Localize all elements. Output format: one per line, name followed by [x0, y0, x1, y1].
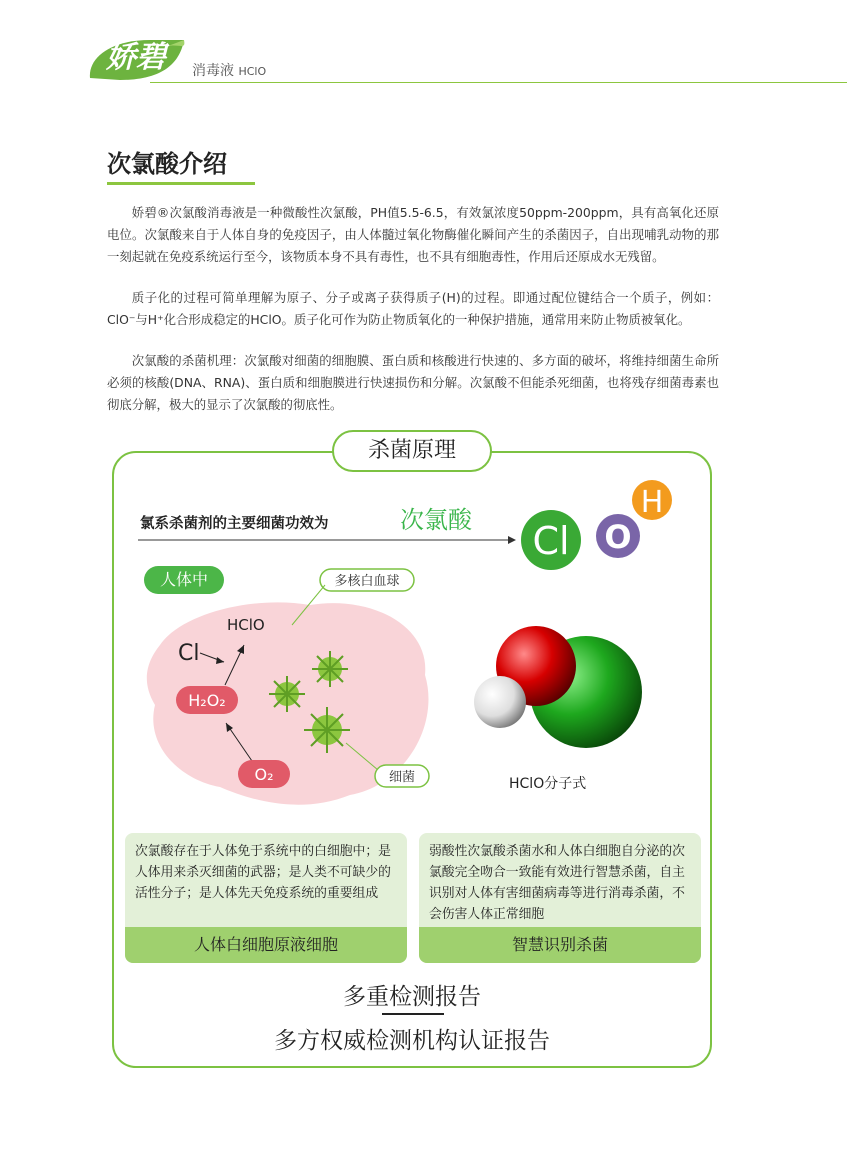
h2o2-label: H₂O₂	[188, 691, 226, 710]
mechanism-paragraph: 次氯酸的杀菌机理：次氯酸对细菌的细胞膜、蛋白质和核酸进行快速的、多方面的破坏，将维持细菌生命所必须的核酸(DNA、RNA)、蛋白质和细胞膜进行快速损伤和分解。次氯酸不但能杀死细菌，也将残存细菌毒素也彻底分解，极大的显示了次氯酸的彻底性。	[107, 353, 719, 412]
immune-diagram	[140, 565, 440, 815]
product-code: HClO	[238, 65, 267, 78]
title-underline	[107, 182, 255, 185]
claim-accent: 次氯酸	[400, 506, 472, 534]
hclo-formula	[515, 474, 705, 584]
leukocyte-label: 多核白血球	[334, 574, 400, 589]
card-footer: 人体白细胞原液细胞	[125, 927, 407, 963]
page-title: 次氯酸介绍	[107, 150, 227, 178]
report-divider	[382, 1013, 444, 1015]
molecule-caption: HClO分子式	[509, 776, 587, 792]
report-title: 多重检测报告	[343, 984, 481, 1010]
white-cell-card	[125, 833, 407, 963]
in-body-label: 人体中	[144, 566, 224, 594]
bacterium-2	[312, 651, 348, 687]
header-product-name	[192, 60, 266, 80]
protonation-paragraph: 质子化的过程可简单理解为原子、分子或离子获得质子(H)的过程。即通过配位键结合一个质子，例如：ClO⁻与H⁺化合形成稳定的HClO。质子化可作为防止物质氧化的一种保护措施，通常用来防止物质被氧化。	[107, 290, 719, 327]
card-text: 弱酸性次氯酸杀菌水和人体白细胞自分泌的次氯酸完全吻合一致能有效进行智慧杀菌，自主识别对人体有害细菌病毒等进行消毒杀菌，不会伤害人体正常细胞	[429, 844, 685, 922]
header-divider	[150, 82, 847, 83]
hclo-label: HClO	[227, 616, 265, 634]
product-main-name: 消毒液	[192, 63, 234, 79]
cl-label: Cl	[178, 641, 200, 666]
panel-title: 杀菌原理	[332, 430, 492, 472]
cl-letter: Cl	[532, 519, 570, 563]
hclo-molecule-model	[468, 612, 648, 762]
bacterium-1	[269, 676, 305, 712]
claim-text: 氯系杀菌剂的主要细菌功效为	[140, 516, 329, 532]
brand-logo-text: 娇碧	[106, 40, 166, 75]
o-letter: O	[604, 518, 632, 556]
hydrogen-atom	[474, 676, 526, 728]
h-letter: H	[640, 485, 664, 520]
card-text: 次氯酸存在于人体免于系统中的白细胞中；是人体用来杀灭细菌的武器；是人类不可缺少的活性分子；是人体先天免疫系统的重要组成	[135, 844, 391, 901]
bacteria-label: 细菌	[388, 770, 416, 785]
intro-paragraph: 娇碧®次氯酸消毒液是一种微酸性次氯酸，PH值5.5-6.5，有效氯浓度50ppm-200ppm，具有高氧化还原电位。次氯酸来自于人体自身的免疫因子，由人体髓过氧化物酶催化瞬间产生的杀菌因子，自出现哺乳动物的那一刻起就在免疫系统运行至今，该物质本身不具有毒性，也不具有细胞毒性，作用后还原成水无残留。	[107, 205, 719, 264]
claim-arrow	[138, 532, 518, 548]
report-subtitle: 多方权威检测机构认证报告	[274, 1028, 550, 1054]
smart-sterilization-card	[419, 833, 701, 963]
card-footer: 智慧识别杀菌	[419, 927, 701, 963]
o2-label: O₂	[254, 765, 274, 784]
